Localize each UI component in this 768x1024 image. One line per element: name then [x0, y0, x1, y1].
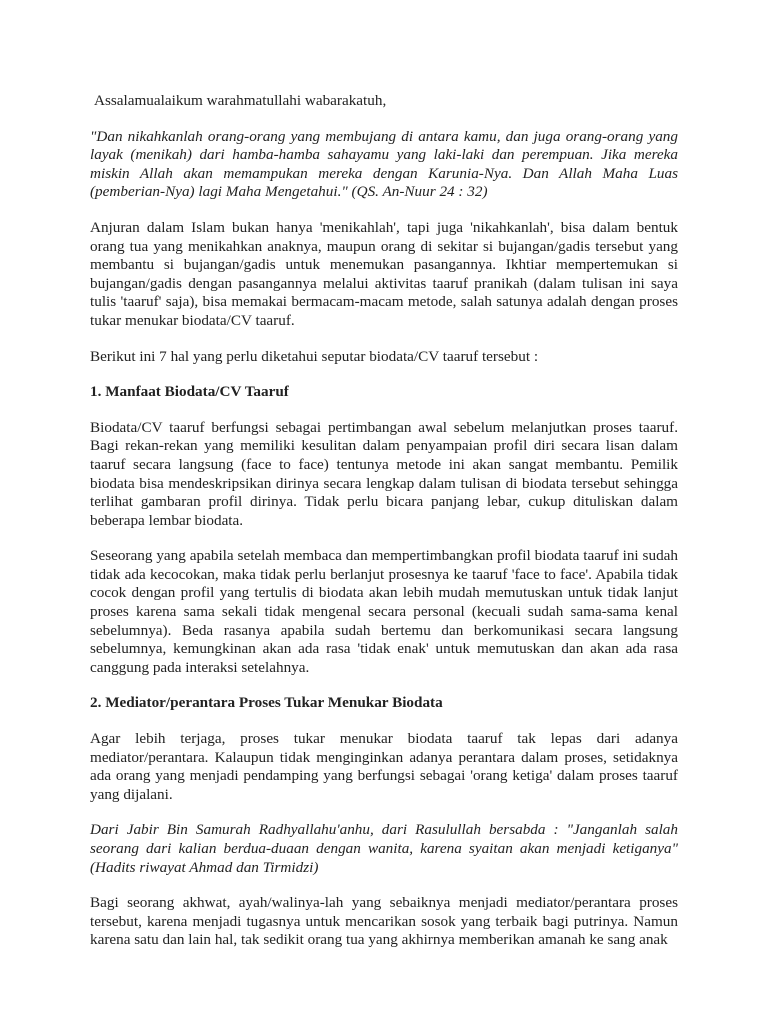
section-2-heading: 2. Mediator/perantara Proses Tukar Menukar Biodata [90, 694, 443, 712]
section-2-paragraph-2: Bagi seorang akhwat, ayah/walinya-lah yang sebaiknya menjadi mediator/perantara proses tersebut, karena menjadi tugasnya untuk mencarikan sosok yang terbaik bagi putrinya. Namun karena satu dan lain hal, tak sedikit orang tua yang akhirnya memberikan amanah ke sang anak [90, 894, 678, 949]
hadith-quote: Dari Jabir Bin Samurah Radhyallahu'anhu, dari Rasulullah bersabda : "Janganlah salah seorang dari kalian berdua-duaan dengan wanita, karena syaitan akan menjadi ketiganya" (Hadits riwayat Ahmad dan Tirmidzi) [90, 821, 678, 876]
quran-quote: "Dan nikahkanlah orang-orang yang membujang di antara kamu, dan juga orang-orang yang layak (menikah) dari hamba-hamba sahayamu yang laki-laki dan perempuan. Jika mereka miskin Allah akan memampukan mereka dengan Karunia-Nya. Dan Allah Maha Luas (pemberian-Nya) lagi Maha Mengetahui." (QS. An-Nuur 24 : 32) [90, 127, 678, 201]
intro-paragraph: Anjuran dalam Islam bukan hanya 'menikahlah', tapi juga 'nikahkanlah', bisa dalam bentuk orang tua yang menikahkan anaknya, maupun orang di sekitar si bujangan/gadis tersebut yang membantu si bujangan/gadis untuk menemukan pasangannya. Ikhtiar mempertemukan si bujangan/gadis dengan pasangannya melalui aktivitas taaruf pranikah (dalam tulisan ini saya tulis 'taaruf' saja), bisa memakai bermacam-macam metode, salah satunya adalah dengan proses tukar menukar biodata/CV taaruf. [90, 218, 678, 329]
list-intro: Berikut ini 7 hal yang perlu diketahui seputar biodata/CV taaruf tersebut : [90, 347, 539, 365]
section-2-paragraph-1: Agar lebih terjaga, proses tukar menukar biodata taaruf tak lepas dari adanya mediator/perantara. Kalaupun tidak menginginkan adanya perantara dalam proses, setidaknya ada orang yang menjadi pendamping yang berfungsi sebagai 'orang ketiga' dalam proses taaruf yang dijalani. [90, 730, 678, 803]
document-page [90, 92, 678, 967]
section-1-heading: 1. Manfaat Biodata/CV Taaruf [90, 383, 289, 401]
greeting-line: Assalamualaikum warahmatullahi wabarakatuh, [94, 92, 387, 109]
section-1-paragraph-1: Biodata/CV taaruf berfungsi sebagai pertimbangan awal sebelum melanjutkan proses taaruf. Bagi rekan-rekan yang memiliki kesulitan dalam penyampaian profil diri secara lisan dalam taaruf secara langsung (face to face) tentunya metode ini akan sangat membantu. Pemilik biodata bisa mendeskripsikan dirinya secara lengkap dalam tulisan di biodata tersebut sehingga terlihat gambaran profil dirinya. Tidak perlu bicara panjang lebar, cukup dituliskan dalam beberapa lembar biodata. [90, 418, 678, 529]
section-1-paragraph-2: Seseorang yang apabila setelah membaca dan mempertimbangkan profil biodata taaruf ini sudah tidak ada kecocokan, maka tidak perlu berlanjut prosesnya ke taaruf 'face to face'. Apabila tidak cocok dengan profil yang tertulis di biodata akan lebih mudah memutuskan untuk tidak lanjut proses karena sama sekali tidak mengenal secara personal (kecuali sudah sama-sama kenal sebelumnya). Beda rasanya apabila sudah bertemu dan berkomunikasi secara langsung sebelumnya, kemungkinan akan ada rasa 'tidak enak' untuk memutuskan dan akan ada rasa canggung pada interaksi setelahnya. [90, 547, 678, 676]
